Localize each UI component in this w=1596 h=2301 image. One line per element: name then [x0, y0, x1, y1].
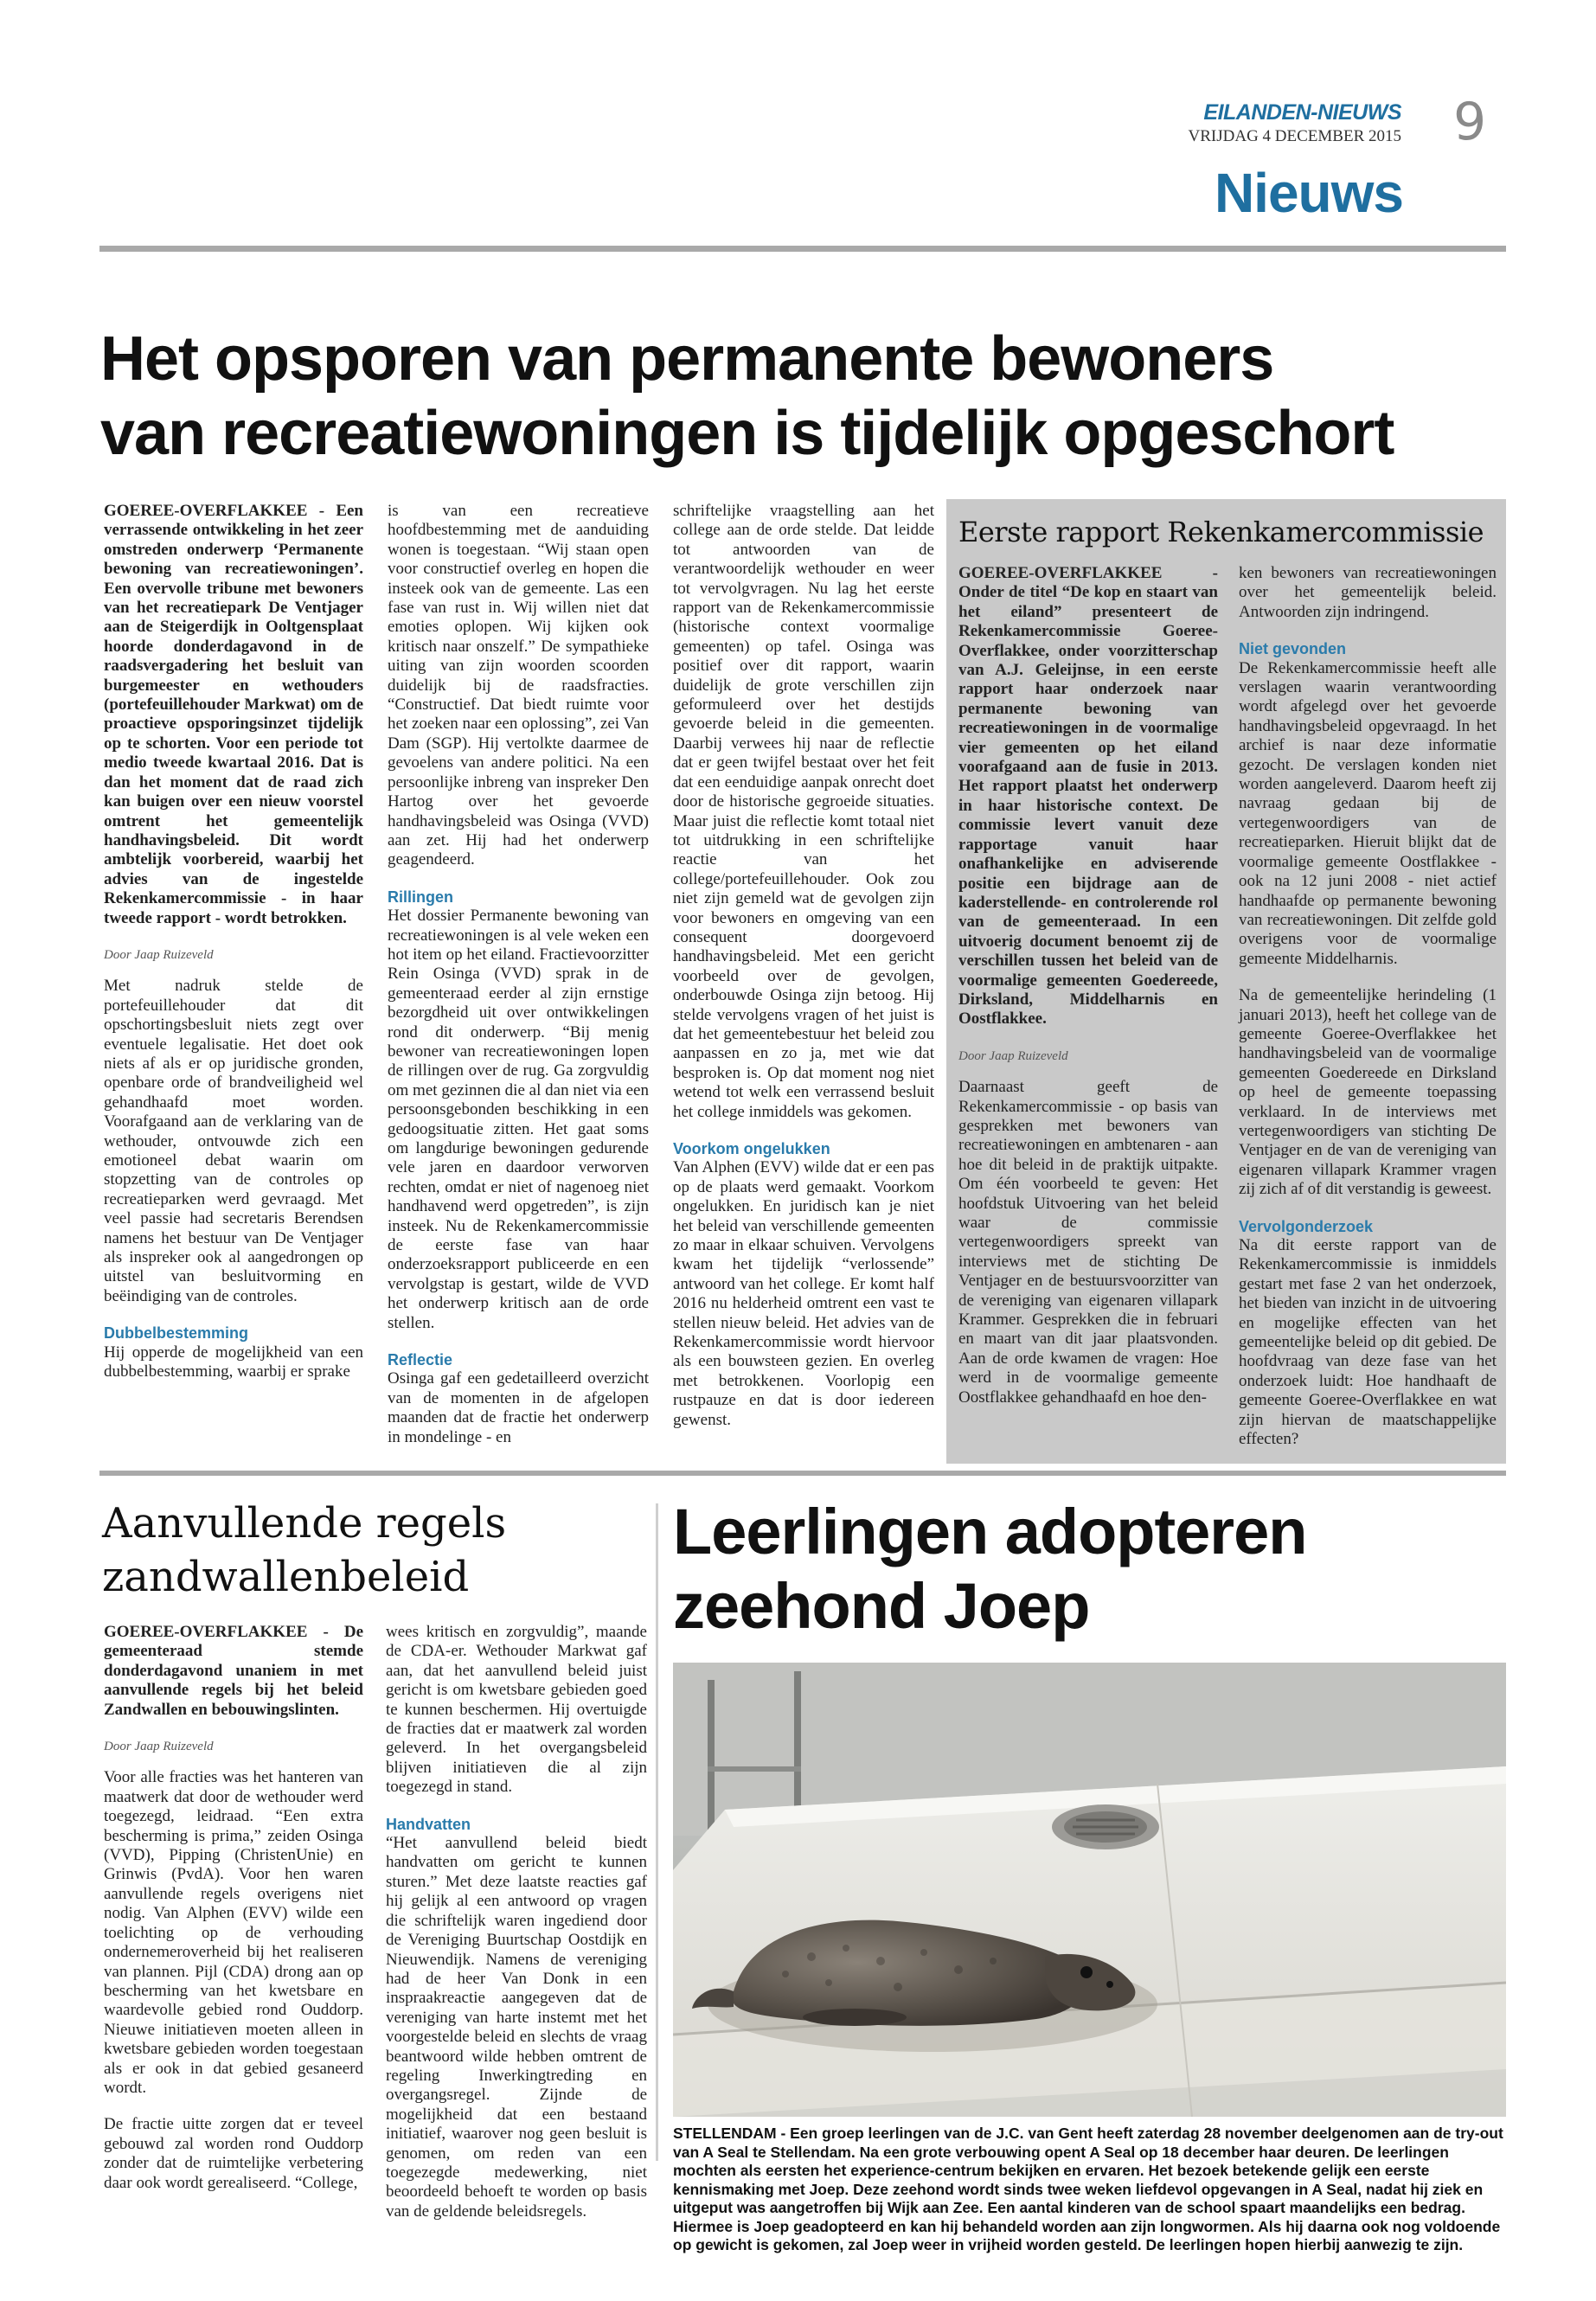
sidebar-lead: GOEREE-OVERFLAKKEE - Onder de titel “De kop en staart van het eiland” presenteert de Rekenkamercommissie Goeree-Overflakkee, onder voorzitterschap van A.J. Geleijnse, in een eerste rapport haar onderzoek naar permanente bewoning van recreatiewoningen in de voormalige vier gemeenten op het eiland voorafgaand aan de fusie in 2013. Het rapport plaatst het onderwerp in haar historische context. De commissie levert vanuit deze rapportage vanuit haar onafhankelijke en adviserende positie een bijdrage aan de kaderstellende- en controlerende rol van de gemeenteraad. In een uitvoerig document benoemt zij de verschillen tussen het beleid van de voormalige gemeenten Goedereede, Dirksland, Middelharnis en Oostflakkee.: [958, 564, 1218, 1029]
sidebar-paragraph: De Rekenkamercommissie heeft alle verslagen waarin verantwoording wordt afgelegd over het gevoerde handhavingsbeleid opgevraagd. In het archief is naar deze informatie gezocht. De verslagen konden niet worden aangeleverd. Daarom heeft zij navraag gedaan bij de vertegenwoordigers van de recreatieparken. Hieruit blijkt dat de voormalige gemeente Oostflakkee - ook na 12 juni 2008 - niet actief handhaafde op permanente bewoning van recreatiewoningen. Dit zelfde gold overigens voor de voormalige gemeente Middelharnis.: [1239, 658, 1497, 968]
article2-paragraph: wees kritisch en zorgvuldig”, maande de CDA-er. Wethouder Markwat gaf aan, dat het aanvullend beleid juist gericht is om kwetsbare gebieden goed te kunnen beschermen. Hij overtuigde de fracties dat er maatwerk zal worden geleverd. In het overgangsbeleid blijven initiatieven die al zijn toegezegd in stand.: [386, 1623, 647, 1797]
article1-headline-line1: Het opsporen van permanente bewoners: [100, 324, 1274, 394]
publication-date: VRIJDAG 4 DECEMBER 2015: [1188, 127, 1401, 145]
column-divider-rule: [656, 1503, 658, 2161]
article2-lead: GOEREE-OVERFLAKKEE - De gemeenteraad stemde donderdagavond unaniem in met aanvullende regels bij het beleid Zandwallen en bebouwingslinten.: [104, 1623, 363, 1719]
sidebar-paragraph: Daarnaast geeft de Rekenkamercommissie - op basis van gesprekken met bewoners van recreatiewoningen en ambtenaren - aan hoe dit beleid in de praktijk uitpakte. Om één voorbeeld te geven: Het hoofdstuk Uitvoering van het beleid waar de commissie vertegenwoordigers spreekt van interviews met de stichting De Ventjager en de bestuursvoorzitter van de vereniging van eigenaren villapark Krammer. Gesprekken die in februari en maart van dit jaar plaatsvonden. Aan de orde kwamen de vragen: Hoe werd in de voormalige gemeente Oostflakkee gehandhaafd en hoe den-: [958, 1078, 1218, 1407]
sidebar-subheading: Vervolgonderzoek: [1239, 1217, 1374, 1235]
article1-subheading: Reflectie: [388, 1351, 453, 1369]
article2-column-2: [386, 1623, 647, 2239]
header-rule: [99, 246, 1506, 252]
article2-headline-line1: Aanvullende regels: [102, 1499, 507, 1548]
article2-byline: Door Jaap Ruizeveld: [104, 1740, 214, 1754]
article2-column-1: [104, 1623, 363, 2210]
article1-headline-line2: van recreatiewoningen is tijdelijk opgeschort: [100, 399, 1394, 468]
article1-paragraph: schriftelijke vraagstelling aan het college aan de orde stelde. Dat leidde tot antwoorden van de verantwoordelijk wethouder en weer tot vervolgvragen. Nu lag het eerste rapport van de Rekenkamercommissie (historische context voormalige gemeenten) op tafel. Osinga was positief over dit rapport, waarin duidelijk de grote verschillen zijn geformuleerd over het destijds gevoerde beleid in die gemeenten. Daarbij verwees hij naar de reflectie dat er geen twijfel bestaat over het feit dat een eenduidige aanpak onrecht doet door de historische gegroeide situaties. Maar juist die reflectie komt totaal niet tot uitdrukking in een schriftelijke reactie van het college/portefeuillehouder. Ook zou niet zijn gemeld wat de gevolgen zijn voor bewoners en omgeving van een consequent doorgevoerd handhavingsbeleid. Met een gericht voorbeeld over de gevolgen, onderbouwde Osinga zijn betoog. Hij stelde vervolgens vragen of het juist is dat het gemeentebestuur het beleid zou aanpassen en zo ja, met wie dat besproken is. Op dat moment nog niet wetend tot welk een verrassend besluit het college inmiddels was gekomen.: [673, 502, 934, 1121]
article1-paragraph: Hij opperde de mogelijkheid van een dubbelbestemming, waarbij er sprake: [104, 1343, 363, 1381]
article3-headline-line1: Leerlingen adopteren: [673, 1496, 1307, 1567]
article2-paragraph: Voor alle fracties was het hanteren van maatwerk dat door de wethouder werd toegezegd, leidraad. “Een extra bescherming is prima,” zeiden Osinga (VVD), Pipping (ChristenUnie) en Grinwis (PvdA). Voor hen waren aanvullende regels overigens niet nodig. Van Alphen (EVV) wilde een toelichting op de verhouding ondernemeroverheid bij het realiseren van plannen. Pijl (CDA) drong aan op bescherming van het kwetsbare en waardevolle gebied rond Ouddorp. Nieuwe initiatieven moeten alleen in kwetsbare gebieden worden toegestaan als er ook in dat gebied gesaneerd wordt.: [104, 1768, 363, 2097]
article1-headline: [100, 322, 1510, 471]
article2-headline-line2: zandwallenbeleid: [102, 1553, 470, 1601]
article1-paragraph: is van een recreatieve hoofdbestemming met de aanduiding wonen is toegestaan. “Wij staan open voor constructief overleg en hopen die insteek ook van de gemeente. Las een fase van rust in. Wij willen niet dat emoties oplopen. Wij kijken ook kritisch naar onszelf.” De sympathieke uiting van zijn woorden scoorden duidelijk bij de raadsfracties. “Constructief. Dat biedt ruimte voor het zoeken naar een oplossing”, zei Van Dam (SGP). Hij vertolkte daarmee de gevoelens van andere politici. Na een persoonlijke inbreng van inspreker Den Hartog over het gevoerde handhavingsbeleid was Osinga (VVD) aan zet. Hij had het onderwerp geagendeerd.: [388, 502, 649, 869]
sidebar-paragraph: ken bewoners van recreatiewoningen over het gemeentelijk beleid. Antwoorden zijn indringend.: [1239, 564, 1497, 621]
article1-subheading: Rillingen: [388, 888, 453, 906]
section-divider-rule: [99, 1471, 1506, 1476]
article3-headline: [673, 1495, 1503, 1644]
sidebar-title: Eerste rapport Rekenkamercommissie: [958, 516, 1484, 548]
sidebar-paragraph: Na dit eerste rapport van de Rekenkamercommissie is inmiddels gestart met fase 2 van het onderzoek, het bieden van inzicht in de uitvoering en mogelijke effecten van het gemeentelijke beleid op dit gebied. De hoofdvraag van deze fase van het onderzoek luidt: Hoe handhaaft de gemeente Goeree-Overflakkee en wat zijn hiervan de maatschappelijke effecten?: [1239, 1236, 1497, 1449]
article1-paragraph: Osinga gaf een gedetailleerd overzicht van de momenten in de afgelopen maanden dat de fractie het onderwerp in mondelinge - en: [388, 1369, 649, 1446]
article1-subheading: Dubbelbestemming: [104, 1324, 249, 1343]
article1-column-3: [673, 502, 934, 1447]
sidebar-subheading: Niet gevonden: [1239, 640, 1347, 658]
article1-paragraph: Het dossier Permanente bewoning van recreatiewoningen is al vele weken een hot item op het eiland. Fractievoorzitter Rein Osinga (VVD) sprak in de gemeenteraad eerder al zijn ernstige bezorgdheid uit over ontwikkelingen rond dit onderwerp. “Bij menig bewoner van recreatiewoningen lopen de rillingen over de rug. Ga zorgvuldig om met gezinnen die al dan niet via een persoonsgebonden beschikking in een gedoogsituatie zitten. Het gaat soms om langdurige bewoningen gedurende vele jaren en daardoor verworven rechten, omdat er niet of nagenoeg niet handhavend werd opgetreden”, is zijn insteek. Nu de Rekenkamercommissie de eerste fase van haar onderzoeksrapport publiceerde en een vervolgstap is gestart, wilde de VVD het onderwerp kritisch aan de orde stellen.: [388, 907, 649, 1332]
seal-photo-illustration: [673, 1663, 1506, 2117]
article1-subheading: Voorkom ongelukken: [673, 1140, 830, 1157]
section-title: Nieuws: [1214, 162, 1403, 224]
article2-subheading: Handvatten: [386, 1815, 471, 1833]
sidebar-byline: Door Jaap Ruizeveld: [958, 1048, 1068, 1063]
sidebar-column-2: [1239, 564, 1497, 1466]
article1-paragraph: Met nadruk stelde de portefeuillehouder dat dit opschortingsbesluit niets zegt over eventuele legalisatie. Het doet ook niets af als er op juridische gronden, openbare orde of brandveiligheid wel gehandhaafd moet worden. Voorafgaand aan de verklaring van de wethouder, ontvouwde zich een emotioneel debat waarin om stopzetting van de controles op recreatieparken werd gevraagd. Met veel passie had secretaris Berendsen namens het bestuur van De Ventjager als inspreker ook al aangedrongen op uitstel van besluitvorming en beëindiging van de controles.: [104, 977, 363, 1305]
article1-column-2: [388, 502, 649, 1465]
article1-column-1: [104, 502, 363, 1399]
article1-byline: Door Jaap Ruizeveld: [104, 947, 214, 962]
sidebar-paragraph: Na de gemeentelijke herindeling (1 januari 2013), heeft het college van de gemeente Goeree-Overflakkee het handhavingsbeleid van de voormalige gemeenten Goedereede en Dirksland op heel de gemeente toepassing verklaard. In de interviews met vertegenwoordigers van stichting De Ventjager en de van de vereniging van eigenaren villapark Krammer vragen zij zich af of dit verstandig is geweest.: [1239, 986, 1497, 1199]
article3-headline-line2: zeehond Joep: [673, 1570, 1090, 1642]
paper-name: EILANDEN-NIEUWS: [1203, 100, 1401, 125]
article2-paragraph: De fractie uitte zorgen dat er teveel gebouwd zal worden rond Ouddorp zonder dat de ruimtelijke verbetering daar ook wordt gerealiseerd. “College,: [104, 2115, 363, 2192]
page-number: 9: [1453, 92, 1487, 152]
article2-headline: [102, 1497, 656, 1604]
photo-caption: STELLENDAM - Een groep leerlingen van de J.C. van Gent heeft zaterdag 28 november deelgenomen aan de try-out van A Seal te Stellendam. Na een grote verbouwing opent A Seal op 18 december haar deuren. De leerlingen mochten als eersten het experience-centrum bekijken en ervaren. Het bezoek betekende gelijk een eerste kennismaking met Joep. Deze zeehond wordt sinds twee weken liefdevol opgevangen in A Seal, nadat hij ziek en uitgeput was aangetroffen bij Wijk aan Zee. Een aantal kinderen van de school spaart maandelijks een bedrag. Hiermee is Joep geadopteerd en kan hij behandeld worden aan zijn longwormen. Als hij daarna ook nog voldoende op gewicht is gekomen, zal Joep weer in vrijheid worden gesteld. De leerlingen hopen hierbij aanwezig te zijn.: [673, 2125, 1503, 2253]
sidebar-column-1: [958, 564, 1218, 1425]
seal-photo: [673, 1663, 1506, 2117]
article2-paragraph: “Het aanvullend beleid biedt handvatten om gericht te kunnen sturen.” Met deze laatste reacties gaf hij gelijk al een antwoord op vragen die schriftelijk waren ingediend door de Vereniging Buurtschap Oostdijk en Nieuwendijk. Namens de vereniging had de heer Van Donk in een inspraakreactie aangegeven dat de vereniging van harte instemt met het voorgestelde beleid en slechts de vraag beantwoord wilde hebben omtrent de regeling Inwerkingtreding en overgangsregel. Zijnde de mogelijkheid dat een bestaand initiatief, waarover nog geen besluit is genomen, om reden van een toegezegde medewerking, niet beoordeeld behoeft te worden op basis van de geldende beleidsregels.: [386, 1834, 647, 2221]
article1-lead: GOEREE-OVERFLAKKEE - Een verrassende ontwikkeling in het zeer omstreden onderwerp ‘Permanente bewoning van recreatiewoningen’. Een overvolle tribune met bewoners van het recreatiepark De Ventjager aan de Steigerdijk in Ooltgensplaat hoorde donderdagavond in de raadsvergadering het besluit van burgemeester en wethouders (portefeuillehouder Markwat) om de proactieve opsporingsinzet tijdelijk op te schorten. Voor een periode tot medio tweede kwartaal 2016. Dat is dan het moment dat de raad zich kan buigen over een nieuw voorstel omtrent het gemeentelijk handhavingsbeleid. Dit wordt ambtelijk voorbereid, waarbij het advies van de ingestelde Rekenkamercommissie - in haar tweede rapport - wordt betrokken.: [104, 502, 363, 927]
article1-paragraph: Van Alphen (EVV) wilde dat er een pas op de plaats werd gemaakt. Voorkom ongelukken. En juridisch kan je niet het beleid van verschillende gemeenten zo maar in elkaar schuiven. Vervolgens kwam het tijdelijk “verlossende” antwoord van het college. Er komt half 2016 nu helderheid omtrent een vast te stellen nieuw beleid. Het advies van de Rekenkamercommissie wordt hiervoor als een bouwsteen gezien. En overleg met betrokkenen. Voorlopig een rustpauze en dat is door iedereen gewenst.: [673, 1158, 934, 1429]
